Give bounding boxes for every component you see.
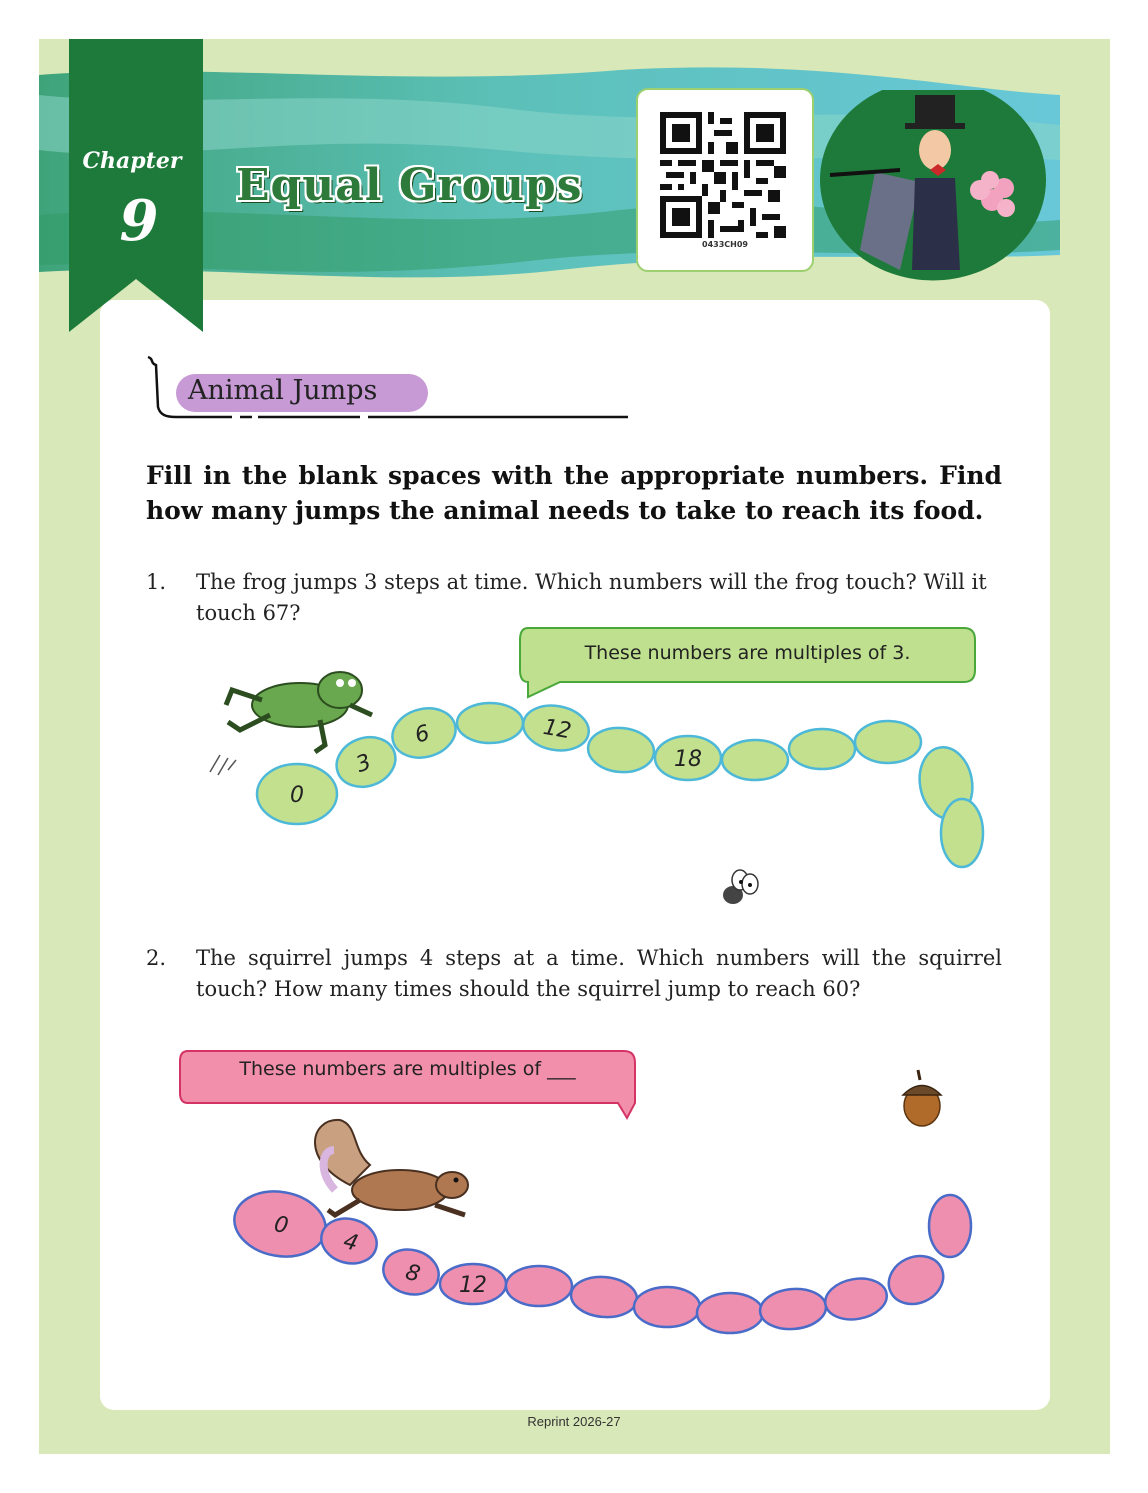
jump-pad-label: 3 [352, 749, 375, 779]
jump-pad[interactable] [758, 1286, 827, 1332]
question-2-text: The squirrel jumps 4 steps at a time. Which numbers will the squirrel touch? How many times should the squirrel jump to reach 60? [196, 946, 1002, 1001]
jump-pad[interactable] [634, 1287, 700, 1327]
jump-pad-label: 0 [290, 783, 304, 808]
question-2-number: 2. [146, 946, 167, 970]
jump-pad[interactable] [569, 1274, 638, 1320]
question-1-number: 1. [146, 570, 167, 594]
question-1-bubble: These numbers are multiples of 3. [584, 642, 911, 664]
qr-code-label: 0433CH09 [702, 240, 748, 249]
chapter-title: Equal Groups [236, 160, 583, 211]
chapter-label: Chapter [82, 148, 182, 174]
squirrel-illustration [315, 1120, 468, 1215]
jump-pad[interactable] [881, 1247, 951, 1312]
acorn-illustration [903, 1070, 941, 1126]
section-heading: Animal Jumps [188, 375, 378, 406]
jump-pad-label: 12 [459, 1273, 487, 1298]
jump-pad[interactable] [457, 703, 523, 743]
jump-pad-label: 8 [402, 1259, 423, 1288]
jump-pad[interactable] [941, 799, 983, 867]
jump-pad[interactable] [722, 740, 788, 780]
jump-pad[interactable] [822, 1274, 890, 1324]
bee-illustration [723, 870, 758, 904]
jump-pad-label: 4 [340, 1228, 361, 1257]
instructions: Fill in the blank spaces with the appropriate numbers. Find how many jumps the animal needs to take to reach its food. [146, 461, 1002, 525]
question-1-text: The frog jumps 3 steps at time. Which numbers will the frog touch? Will it touch 67? [196, 570, 987, 625]
question-2-bubble: These numbers are multiples of ___ [239, 1058, 576, 1080]
jump-pad-label: 18 [674, 747, 702, 772]
jump-pad[interactable] [697, 1293, 763, 1333]
jump-pad[interactable] [789, 729, 855, 769]
jump-pad-label: 0 [272, 1212, 291, 1240]
jump-pad-label: 6 [412, 720, 433, 749]
jump-pad[interactable] [506, 1266, 572, 1306]
footer-reprint: Reprint 2026-27 [527, 1414, 621, 1429]
jump-pad-label: 12 [541, 714, 574, 745]
jump-pad[interactable] [929, 1195, 971, 1257]
chapter-number: 9 [119, 188, 159, 254]
jump-pad[interactable] [586, 725, 656, 775]
jump-pad[interactable] [855, 721, 921, 763]
